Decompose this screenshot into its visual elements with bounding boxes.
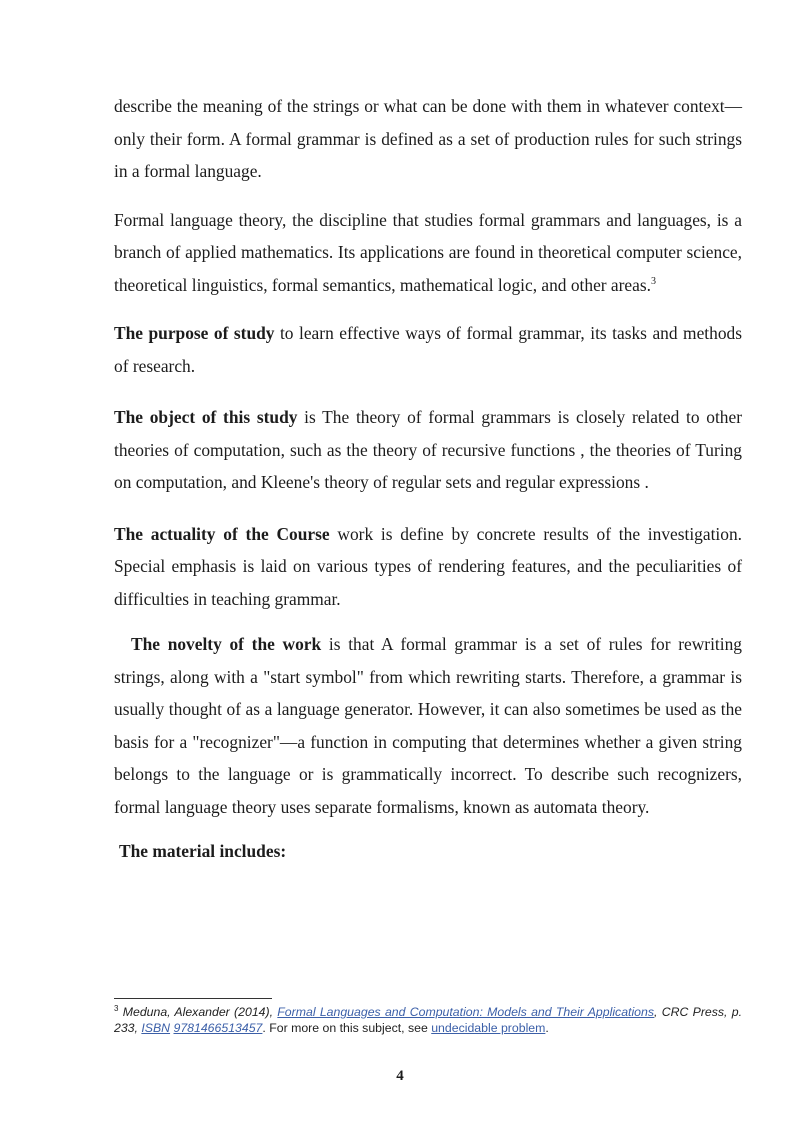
paragraph-purpose <box>114 317 742 382</box>
paragraph-object <box>114 401 742 499</box>
actuality-heading: The actuality of the Course <box>114 523 330 544</box>
body-text <box>114 90 742 868</box>
footnote <box>114 1004 742 1036</box>
footnote-author: Meduna, Alexander (2014), <box>122 1005 278 1019</box>
footnote-publisher: , CRC Press, p. 233, <box>114 1005 742 1035</box>
footnote-isbn-number-link[interactable]: 9781466513457 <box>173 1021 263 1035</box>
footnote-see-more: . For more on this subject, see <box>262 1021 432 1035</box>
object-heading: The object of this study <box>114 407 298 427</box>
paragraph-intro-continuation <box>114 90 742 188</box>
footnote-reference[interactable]: 3 <box>651 275 656 287</box>
paragraph-text: is The theory of formal grammars is closely related to other theories of computation, such as the theory of recursive functions , the theories of Turing on computation, and Kleene's theory of regular sets and regular expressions . <box>114 407 742 492</box>
paragraph-text: Formal language theory, the discipline that studies formal grammars and languages, is a branch of applied mathematics. Its applications are found in theoretical computer science, theoretical linguistics, formal semantics, mathematical logic, and other areas. <box>114 209 742 295</box>
footnote-end: . <box>545 1021 549 1035</box>
novelty-heading: The novelty of the work <box>131 634 322 654</box>
footnote-title-link[interactable]: Formal Languages and Computation: Models and Their Applications <box>277 1005 655 1019</box>
paragraph-text: work is define by concrete results of the investigation. Special emphasis is laid on various types of rendering features, and the peculiarities of difficulties in teaching grammar. <box>114 523 743 609</box>
purpose-heading: The purpose of study <box>114 323 275 343</box>
paragraph-text: to learn effective ways of formal grammar, its tasks and methods of research. <box>114 323 742 376</box>
footnote-undecidable-link[interactable]: undecidable problem <box>431 1021 546 1035</box>
paragraph-novelty <box>114 628 742 823</box>
footnote-number: 3 <box>114 1003 119 1013</box>
paragraph-text: describe the meaning of the strings or what can be done with them in whatever context—only their form. A formal grammar is defined as a set of production rules for such strings in a formal language. <box>114 96 742 181</box>
paragraph-formal-language-theory <box>114 204 742 302</box>
paragraph-actuality <box>114 518 742 616</box>
page-number: 4 <box>396 1068 404 1084</box>
footnote-isbn-link[interactable]: ISBN <box>141 1021 171 1035</box>
footnote-divider <box>114 998 272 999</box>
paragraph-text: is that A formal grammar is a set of rules for rewriting strings, along with a "start symbol" from which rewriting starts. Therefore, a grammar is usually thought of as a language generator. However, it can also sometimes be used as the basis for a "recognizer"—a function in computing that determines whether a given string belongs to the language or is grammatically incorrect. To describe such recognizers, formal language theory uses separate formalisms, known as automata theory. <box>114 634 742 817</box>
material-heading: The material includes: <box>119 841 287 861</box>
